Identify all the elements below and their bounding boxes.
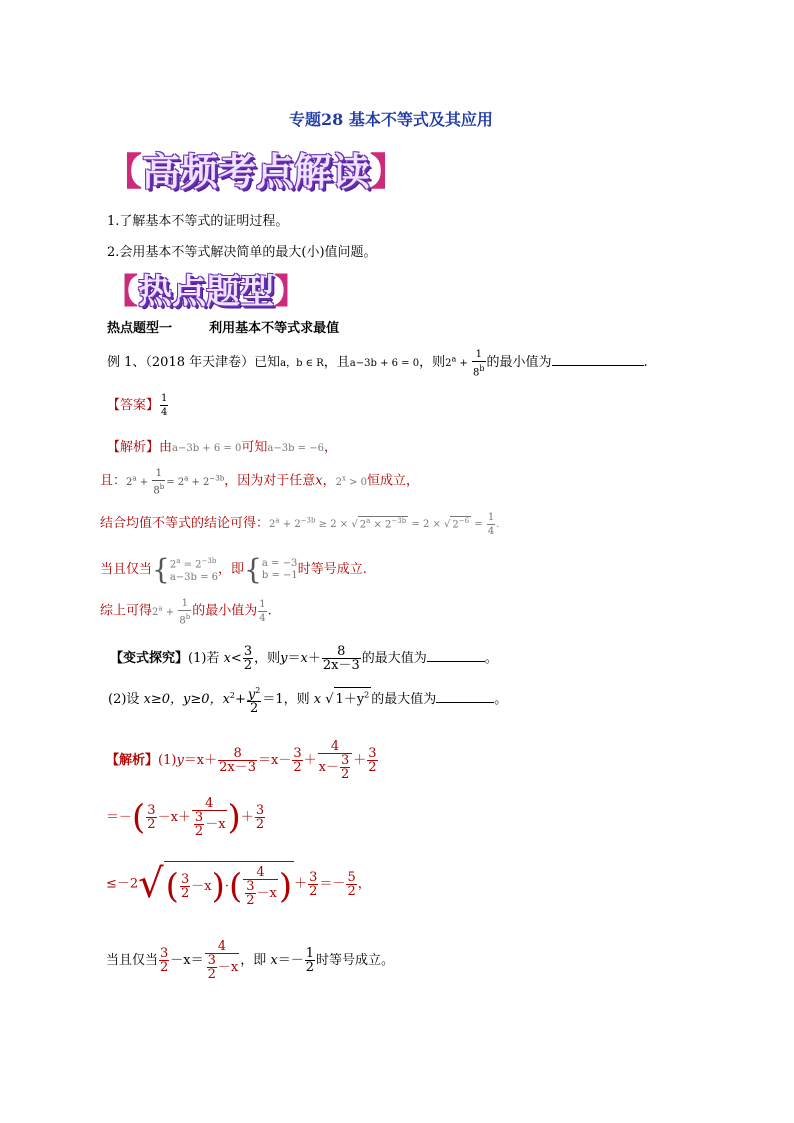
variant-q2-fden: 2: [250, 701, 259, 717]
solution-s3-f-d: 2: [309, 883, 318, 899]
banner2-bracket-left: 【: [104, 272, 138, 312]
solution-s1-f4d: 2: [368, 760, 377, 775]
analysis-l3-f: ≥ 2 ×: [315, 519, 349, 530]
analysis-line-2: [100, 467, 419, 497]
l5-frac-num: 1: [178, 597, 191, 611]
section-label: 热点题型一: [107, 321, 173, 336]
analysis-l3-k: = 2 ×: [408, 519, 441, 530]
analysis-l5-b: 的最小值为: [192, 603, 258, 619]
solution-s4-e: ，即: [240, 953, 271, 968]
solution-s4-d-n: 4: [205, 940, 240, 954]
solution-s4-g: ＝－: [277, 953, 304, 968]
section-title: 利用基本不等式求最值: [209, 321, 340, 336]
analysis-line-4: 当且仅当{ $2^a = 2^{-3b}$ a−3b = 6 ，即{ a = −3 b = −1 时等号成立.: [100, 553, 367, 586]
banner2-bracket-right: 】: [274, 272, 308, 312]
variant-q1-blank: [427, 650, 485, 662]
variant-q1-num: 3: [243, 644, 253, 659]
variant-q2: (2)设 x≥0，y≥0，$x^2+$ $\frac{y^2}{2}$ ＝1，则 x √ $1+y^2$ 的最大值为 。: [108, 686, 508, 717]
analysis-l4-d: ，即: [218, 562, 245, 577]
solution-s4-d-x: －x: [217, 960, 239, 975]
analysis-l4-b3: = 2: [180, 559, 202, 571]
solution-s2-b-d: 2: [147, 817, 156, 832]
solution-s1-f3n: 4: [318, 740, 353, 754]
variant-q2-e: +: [235, 692, 246, 708]
variant-label: 【变式探究】: [110, 651, 189, 666]
solution-s3-h-n: 5: [347, 869, 356, 885]
solution-s4-b-n: 3: [160, 946, 169, 961]
variant-q1-g: x: [300, 651, 308, 666]
analysis-l2-d: + 2: [188, 476, 210, 488]
point-2: 2.会用基本不等式解决简单的最大(小)值问题。: [107, 245, 377, 260]
analysis-line-1: [107, 436, 337, 455]
analysis-l4-a: 当且仅当: [100, 562, 153, 577]
variant-q2-a: (2)设: [108, 692, 144, 708]
variant-q2-f: ＝1，则: [262, 692, 314, 708]
variant-q2-d: 2: [229, 690, 236, 700]
solution-s3-g: ＝－: [319, 876, 346, 892]
analysis-l2-k: > 0: [345, 476, 368, 488]
l5-sup: a: [158, 604, 163, 613]
solution-s4-h-d: 2: [305, 960, 315, 975]
example-end: .: [643, 355, 648, 371]
variant-q1-c: <: [230, 651, 242, 666]
analysis-l4-f: b = −1: [261, 569, 298, 581]
solution-s4-d-dn: 3: [207, 953, 216, 968]
analysis-l1-d: a−3b = −6: [267, 443, 324, 454]
analysis-l2-l: 恒成立，: [367, 473, 420, 489]
analysis-l4-c: a−3b = 6: [169, 571, 219, 583]
solution-s2-f-n: 3: [255, 803, 265, 818]
solution-s1-f3d-n: 3: [341, 753, 350, 768]
expr-frac-den: 8: [473, 367, 480, 379]
solution-label: 【解析】: [106, 753, 159, 768]
page-title: 专题28 基本不等式及其应用: [289, 110, 493, 129]
analysis-l3-l: 2: [452, 519, 459, 530]
solution-s2-d-dd: 2: [194, 824, 204, 839]
answer-num: 1: [161, 393, 168, 404]
analysis-l2-j: x: [341, 474, 346, 483]
l2-base: 2: [126, 476, 133, 488]
analysis-l3-num: 1: [487, 512, 495, 523]
example-ask-post: 的最小值为: [486, 355, 552, 371]
solution-s4-f: x: [270, 953, 278, 968]
point-1: 1.了解基本不等式的证明过程。: [107, 214, 289, 229]
l5-frac-den: 8: [179, 615, 186, 627]
analysis-l5-end: .: [267, 603, 272, 619]
solution-s2-d-n: 4: [192, 797, 227, 811]
solution-s1-e: ＋: [303, 753, 317, 768]
solution-s3-f-n: 3: [309, 869, 318, 885]
analysis-l3-d: + 2: [279, 519, 301, 530]
example-ask-pre: ，则: [419, 355, 446, 371]
solution-s3-d-x: －x: [256, 886, 277, 901]
solution-s2-c: －x＋: [157, 810, 191, 825]
analysis-l1-b: a−3b + 6 = 0: [172, 443, 242, 454]
analysis-l3-h: a: [366, 516, 371, 525]
solution-s4-d-dd: 2: [207, 967, 216, 982]
banner2-text: 热点题型: [138, 272, 274, 312]
variant-q1-a: (1)若: [188, 651, 224, 666]
solution-s1-f4n: 3: [368, 746, 377, 761]
variant-q2-g: x: [313, 692, 322, 708]
answer: [107, 392, 169, 419]
section-heading: [107, 317, 339, 336]
variant-q2-end: 。: [494, 692, 508, 708]
solution-s3-d-dn: 3: [246, 879, 255, 894]
solution-s3-h-d: 2: [347, 883, 356, 899]
solution-s3-b-n: 3: [180, 872, 190, 887]
expr-plus: +: [456, 358, 472, 370]
solution-s1-g: ＋: [353, 753, 367, 768]
solution-line-2: ＝－( $\frac{3}{2}$ －x＋ 4 $\frac{3}{2}$ －x )＋ $\frac{3}{2}$: [106, 796, 265, 839]
answer-den: 4: [161, 407, 168, 418]
solution-s3-dot: ·: [224, 879, 229, 894]
variant-q1-fden: 2x－3: [322, 658, 360, 673]
variant-q2-b: x≥0，y≥0，: [143, 692, 223, 708]
analysis-l4-g: 时等号成立.: [297, 562, 367, 577]
analysis-l3-end: .: [496, 519, 500, 530]
banner-high-frequency: [104, 141, 408, 196]
solution-s3-end: ，: [357, 876, 371, 892]
variant-q2-blank: [436, 691, 494, 703]
solution-s2-b-n: 3: [147, 803, 156, 818]
l5-plus: +: [162, 606, 178, 618]
analysis-l4-b4: −3b: [201, 557, 217, 566]
l2-frac-num: 1: [152, 467, 165, 481]
analysis-l5-a: 综上可得: [100, 603, 153, 619]
analysis-l3-m: −6: [458, 516, 470, 525]
solution-s4-h-n: 1: [305, 946, 315, 961]
banner-hot-topics: [104, 264, 308, 313]
variant-q1-i: 的最大值为: [361, 651, 427, 666]
solution-s4-c: －x＝: [170, 953, 204, 968]
analysis-l3-c: a: [275, 516, 280, 525]
analysis-l3-b: 2: [269, 519, 276, 530]
variant-q2-j: 的最大值为: [371, 692, 437, 708]
expr-frac-den-sup: b: [479, 364, 485, 373]
analysis-l2-i: 2: [335, 476, 342, 488]
solution-s4-a: 当且仅当: [106, 953, 159, 968]
variant-q1: [110, 645, 498, 672]
example-vars: a，b ∈ R: [280, 358, 324, 370]
solution-s3-c: －x: [191, 879, 212, 894]
example-cond: a−3b + 6 = 0: [349, 358, 420, 370]
variant-q1-e: y: [280, 651, 288, 666]
banner-bracket-right: 】: [370, 149, 409, 194]
analysis-l5-den: 4: [259, 612, 266, 624]
variant-q2-fnum: y: [247, 687, 256, 703]
l2-frac-den-sup: b: [159, 483, 165, 491]
solution-s3-e: ＋: [294, 876, 308, 892]
analysis-l3-a: 结合均值不等式的结论可得：: [100, 516, 270, 531]
analysis-l3-den: 4: [487, 526, 495, 537]
example-prefix: 例 1、（2018 年天津卷）已知: [107, 355, 281, 371]
solution-s1-f1n: 8: [218, 747, 257, 761]
solution-line-4: [106, 940, 394, 981]
l2-plus: +: [136, 476, 152, 488]
l5-base: 2: [152, 606, 159, 618]
analysis-l1-e: ，: [323, 440, 337, 455]
analysis-line-5: [100, 597, 272, 627]
l2-sup: a: [132, 474, 137, 483]
analysis-l2-e: −3b: [209, 474, 225, 483]
analysis-l2-b: = 2: [166, 476, 185, 488]
answer-blank: [552, 354, 644, 366]
variant-q2-c: x: [222, 692, 230, 708]
analysis-l4-e: a = −3: [261, 557, 298, 569]
solution-s1-a: (1): [158, 753, 177, 768]
analysis-l2-c: a: [184, 474, 189, 483]
variant-q1-den: 2: [243, 658, 253, 673]
variant-q1-b: x: [223, 651, 231, 666]
solution-s3-a: ≤－2: [106, 876, 139, 892]
variant-q2-i: 2: [364, 690, 370, 700]
variant-q1-h: ＋: [307, 651, 321, 666]
analysis-l2-h: ，: [322, 473, 336, 489]
solution-s1-f3d-a: x－: [318, 760, 339, 775]
variant-q1-end: 。: [484, 651, 498, 666]
banner-bracket-left: 【: [104, 149, 143, 194]
analysis-l2-a: 且：: [100, 473, 127, 489]
solution-s3-d-n: 4: [243, 866, 278, 880]
solution-s1-f3d-d: 2: [341, 767, 350, 782]
solution-s1-b: y: [176, 753, 184, 768]
solution-s2-d-dn: 3: [194, 810, 204, 825]
variant-q2-h: 1＋y: [335, 692, 365, 708]
solution-s2-e: ＋: [240, 810, 254, 825]
variant-q2-fnum-sup: 2: [255, 686, 261, 695]
variant-q1-d: ，则: [254, 651, 281, 666]
analysis-l3-j: −3b: [391, 516, 407, 525]
variant-q1-f: ＝: [287, 651, 301, 666]
solution-line-3: ≤－2√( $\frac{3}{2}$ －x)·( 4 $\frac{3}{2}$ －x ) ＋ $\frac{3}{2}$ ＝－ $\frac{5}{2}$ ，: [106, 861, 371, 908]
analysis-label: 【解析】: [107, 440, 160, 455]
solution-s1-f2d: 2: [293, 760, 302, 775]
solution-s1-c: ＝x＋: [183, 753, 218, 768]
analysis-l5-num: 1: [259, 598, 266, 610]
solution-s4-b-d: 2: [160, 960, 169, 975]
solution-s2-d-x: －x: [205, 817, 226, 832]
analysis-l1-c: 可知: [241, 440, 268, 455]
solution-s4-i: 时等号成立。: [316, 953, 395, 968]
solution-s2-a: ＝－: [106, 810, 133, 825]
example-cond-pre: ，且: [323, 355, 350, 371]
analysis-l2-f: ，因为对于任意: [224, 473, 316, 489]
solution-s1-d: ＝x－: [258, 753, 292, 768]
analysis-l3-g: 2: [359, 519, 367, 530]
analysis-line-3: 结合均值不等式的结论可得：$2^a + 2^{-3b} \ge 2$ × √ $2^a \times 2^{-3b} = 2$ × √ $2^{-6}$ = $\frac{1}{4}$ .: [100, 512, 500, 537]
l2-frac-den: 8: [153, 485, 160, 497]
solution-s3-b-d: 2: [180, 886, 190, 901]
analysis-l4-b2: a: [176, 557, 181, 566]
solution-s1-f2n: 3: [293, 746, 302, 761]
expr-base: 2: [445, 358, 452, 370]
expr-frac-num: 1: [472, 348, 486, 362]
solution-line-1: [106, 740, 379, 781]
solution-s1-f1d: 2x－3: [219, 760, 257, 775]
analysis-l4-b1: 2: [169, 559, 177, 571]
analysis-l3-n: =: [471, 519, 486, 530]
solution-s2-f-d: 2: [255, 817, 265, 832]
solution-s3-d-dd: 2: [246, 893, 255, 908]
expr-sup: a: [451, 354, 457, 364]
analysis-l1-a: 由: [159, 440, 173, 455]
variant-q1-fnum: 8: [322, 645, 361, 659]
example-1: [107, 348, 648, 379]
analysis-l3-e: −3b: [300, 516, 316, 525]
analysis-l2-g: x: [315, 473, 323, 489]
banner-text: 高频考点解读: [142, 149, 371, 194]
answer-label: 【答案】: [107, 398, 160, 413]
l5-frac-den-sup: b: [185, 613, 191, 621]
analysis-l3-i: × 2: [370, 519, 392, 530]
